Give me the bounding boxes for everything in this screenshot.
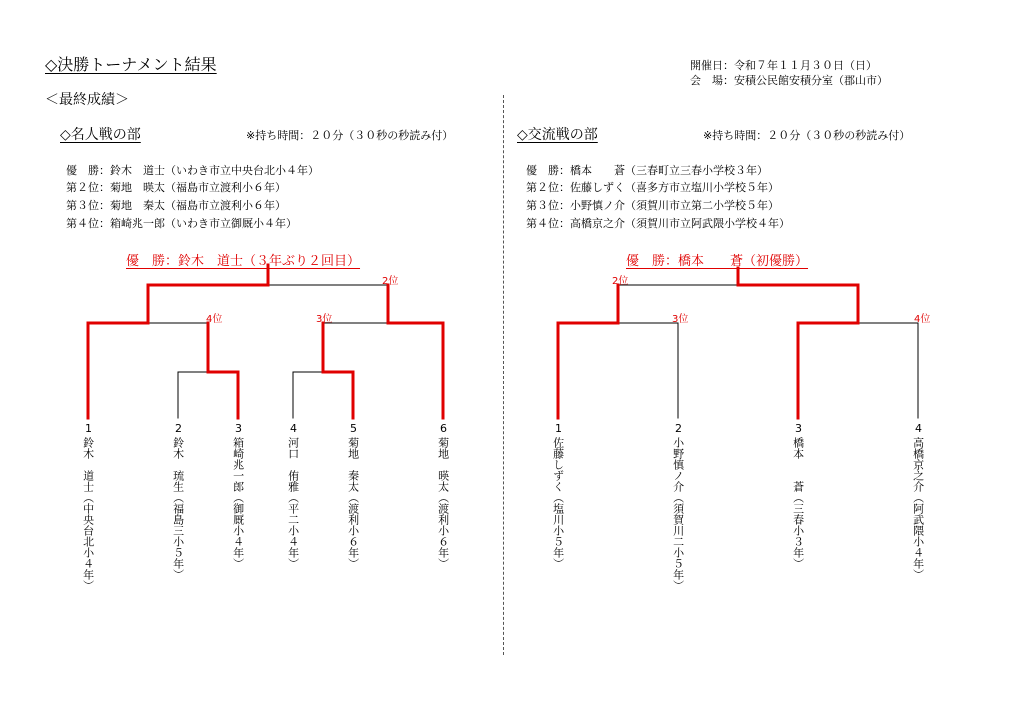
koryu-player-name: 橋本 蒼（三春小３年） [791, 437, 805, 569]
meijin-section-title: ◇名人戦の部 [60, 127, 141, 143]
result-text: 小野慎ノ介（須賀川市立第二小学校５年） [570, 199, 779, 212]
rank-label: 第４位： [526, 217, 570, 230]
koryu-player-number: 2 [675, 422, 682, 435]
meijin-p2-line [178, 372, 208, 418]
meijin-p4-line [293, 372, 323, 418]
meijin-player-number: 5 [350, 422, 357, 435]
result-text: 佐藤しずく（喜多方市立塩川小学校５年） [570, 181, 779, 194]
meijin-player-name: 河口 侑雅（平二小４年） [286, 437, 300, 569]
event-venue: 会 場：安積公民館安積分室（郡山市） [690, 74, 888, 87]
koryu-champion-banner: 優 勝：橋本 蒼（初優勝） [626, 254, 809, 269]
koryu-player-name: 小野慎ノ介（須賀川二小５年） [671, 437, 685, 591]
meijin-player-number: 4 [290, 422, 297, 435]
koryu-player-name: 佐藤しずく（塩川小５年） [551, 437, 565, 569]
result-text: 菊地 暎太（福島市立渡利小６年） [110, 181, 286, 194]
koryu-player-number: 4 [915, 422, 922, 435]
meijin-player-number: 1 [85, 422, 92, 435]
rank-label: 優 勝： [66, 164, 110, 177]
meijin-player-name: 菊地 秦太（渡利小６年） [346, 437, 360, 569]
koryu-time-note: ※持ち時間：２０分（３０秒の秒読み付） [703, 129, 911, 142]
result-text: 高橋京之介（須賀川市立阿武隈小学校４年） [570, 217, 790, 230]
rank-label: 第４位： [66, 217, 110, 230]
koryu-second-place-label: 2位 [612, 276, 629, 287]
koryu-semi-right-line [858, 323, 918, 418]
koryu-section-title: ◇交流戦の部 [517, 127, 598, 143]
meijin-player-name: 菊地 暎太（渡利小６年） [436, 437, 450, 569]
result-text: 橋本 蒼（三春町立三春小学校３年） [570, 164, 768, 177]
meijin-player-name: 鈴木 道士（中央台北小４年） [81, 437, 95, 591]
result-text: 菊地 秦太（福島市立渡利小６年） [110, 199, 286, 212]
meijin-player-name: 箱崎兆一郎（御厩小４年） [231, 437, 245, 569]
meijin-player-name: 鈴木 琉生（福島三小５年） [171, 437, 185, 580]
rank-label: 第３位： [526, 199, 570, 212]
meijin-fourth-place-label: 4位 [206, 314, 223, 325]
koryu-third-place-label: 3位 [672, 314, 689, 325]
rank-label: 優 勝： [526, 164, 570, 177]
koryu-player-number: 1 [555, 422, 562, 435]
result-text: 鈴木 道士（いわき市立中央台北小４年） [110, 164, 319, 177]
rank-label: 第２位： [526, 181, 570, 194]
meijin-champion-banner: 優 勝：鈴木 道士（３年ぶり２回目） [126, 254, 361, 269]
page-title: ◇決勝トーナメント結果 [45, 55, 217, 74]
meijin-player-number: 6 [440, 422, 447, 435]
meijin-player-number: 2 [175, 422, 182, 435]
meijin-player-number: 3 [235, 422, 242, 435]
koryu-semi-left-line [618, 323, 678, 418]
meijin-time-note: ※持ち時間：２０分（３０秒の秒読み付） [246, 129, 454, 142]
rank-label: 第３位： [66, 199, 110, 212]
koryu-p1-path [558, 285, 618, 418]
koryu-fourth-place-label: 4位 [914, 314, 931, 325]
event-date: 開催日：令和７年１１月３０日（日） [690, 59, 877, 72]
result-text: 箱崎兆一郎（いわき市立御厩小４年） [110, 217, 297, 230]
meijin-third-place-label: 3位 [316, 314, 333, 325]
meijin-p3-path [208, 323, 238, 418]
rank-label: 第２位： [66, 181, 110, 194]
koryu-player-name: 高橋京之介（阿武隈小４年） [911, 437, 925, 580]
koryu-winner-path [738, 268, 858, 418]
koryu-player-number: 3 [795, 422, 802, 435]
meijin-p5-path [323, 323, 353, 418]
final-results-subtitle: ＜最終成績＞ [45, 92, 129, 108]
meijin-p6-path [388, 285, 443, 418]
meijin-second-place-label: 2位 [382, 276, 399, 287]
